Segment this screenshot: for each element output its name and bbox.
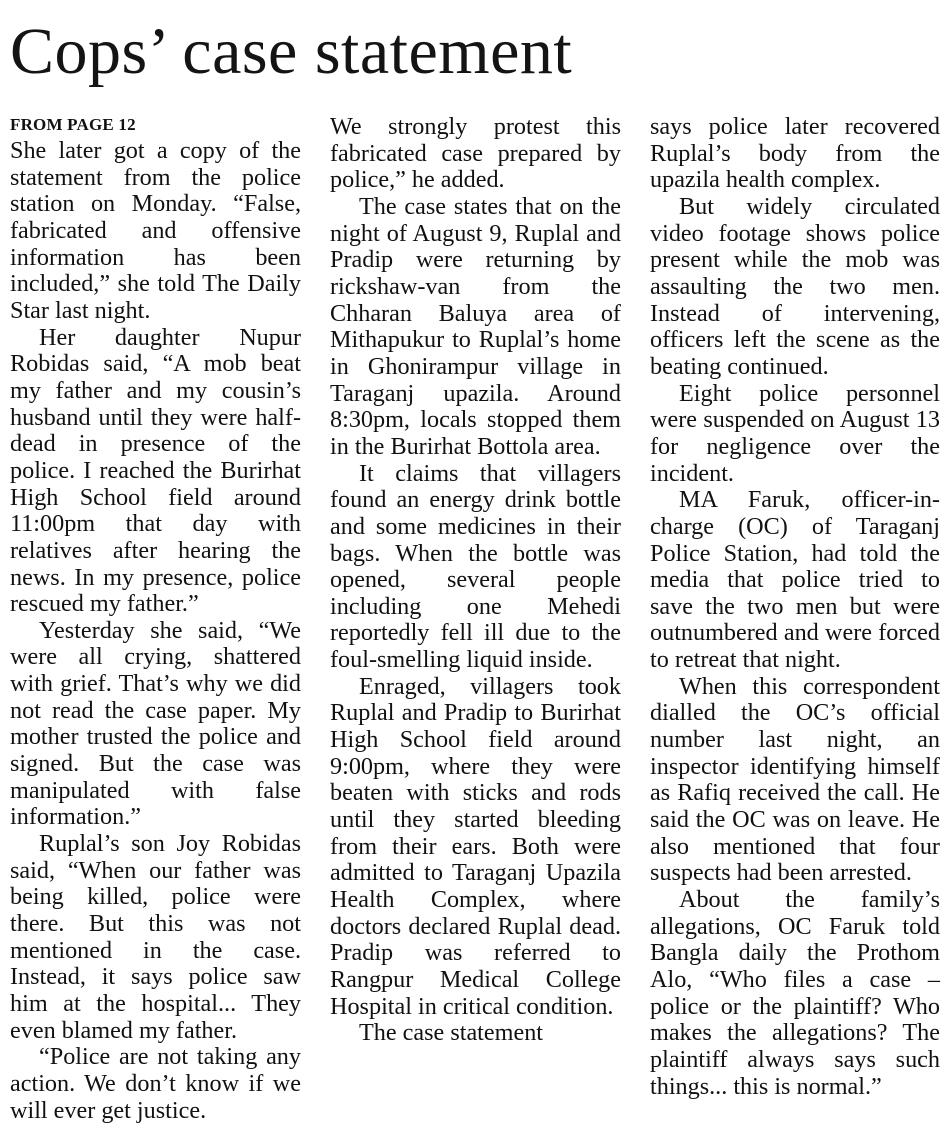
paragraph: The case statement (359, 1019, 544, 1047)
paragraph: Her daughter Nupur Robidas said, “A mob beat my father and my cousin’s husband until they were half-dead in presence of the police. I reached the Burirhat High School field around 11:00pm that day with relatives after hearing the news. In my presence, police rescued my father.” (10, 323, 301, 618)
headline: Cops’ case statement (10, 15, 573, 88)
paragraph: MA Faruk, officer-in-charge (OC) of Taraganj Police Station, had told the media that police tried to save the two men but were outnumbered and were forced to retreat that night. (650, 486, 940, 674)
paragraph: We strongly protest this fabricated case prepared by police,” he added. (330, 113, 621, 194)
paragraph: But widely circulated video footage shows police present while the mob was assaulting the two men. Instead of intervening, officers left the scene as the beating continued. (650, 192, 940, 380)
paragraph: Ruplal’s son Joy Robidas said, “When our father was being killed, police were there. But this was not mentioned in the case. Instead, it says police saw him at the hospital... They even blamed my father. (10, 830, 301, 1044)
paragraph: Eight police personnel were suspended on August 13 for negligence over the incident. (650, 379, 940, 487)
paragraph: Enraged, villagers took Ruplal and Pradip to Burirhat High School field around 9:00pm, where they were beaten with sticks and rods until they started bleeding from their ears. Both were admitted to Taraganj Upazila Health Complex, where doctors declared Ruplal dead. Pradip was referred to Rangpur Medical College Hospital in critical condition. (330, 672, 621, 1020)
article-column-3 (650, 114, 940, 1100)
paragraph: When this correspondent dialled the OC’s official number last night, an inspector identifying himself as Rafiq received the call. He said the OC was on leave. He also mentioned that four suspects had been arrested. (650, 672, 940, 887)
paragraph: She later got a copy of the statement from the police station on Monday. “False, fabricated and offensive information has been included,” she told The Daily Star last night. (10, 137, 301, 324)
article-column-2 (330, 114, 621, 1047)
paragraph: “Police are not taking any action. We don’t know if we will ever get justice. (10, 1043, 301, 1124)
paragraph: Yesterday she said, “We were all crying, shattered with grief. That’s why we did not read the case paper. My mother trusted the police and signed. But the case was manipulated with false information.” (10, 616, 301, 831)
paragraph: The case states that on the night of August 9, Ruplal and Pradip were returning by rickshaw-van from the Chharan Baluya area of Mithapukur to Ruplal’s home in Ghonirampur village in Taraganj upazila. Around 8:30pm, locals stopped them in the Burirhat Bottola area. (330, 192, 621, 460)
paragraph: says police later recovered Ruplal’s body from the upazila health complex. (650, 113, 940, 194)
paragraph: It claims that villagers found an energy drink bottle and some medicines in their bags. When the bottle was opened, several people including one Mehedi reportedly fell ill due to the foul-smelling liquid inside. (330, 459, 621, 674)
continuation-kicker: FROM PAGE 12 (10, 115, 136, 134)
paragraph: About the family’s allegations, OC Faruk told Bangla daily the Prothom Alo, “Who files a case – police or the plaintiff? Who makes the allegations? The plaintiff always says such things... this is normal.” (650, 886, 940, 1100)
article-column-1 (10, 114, 301, 1124)
